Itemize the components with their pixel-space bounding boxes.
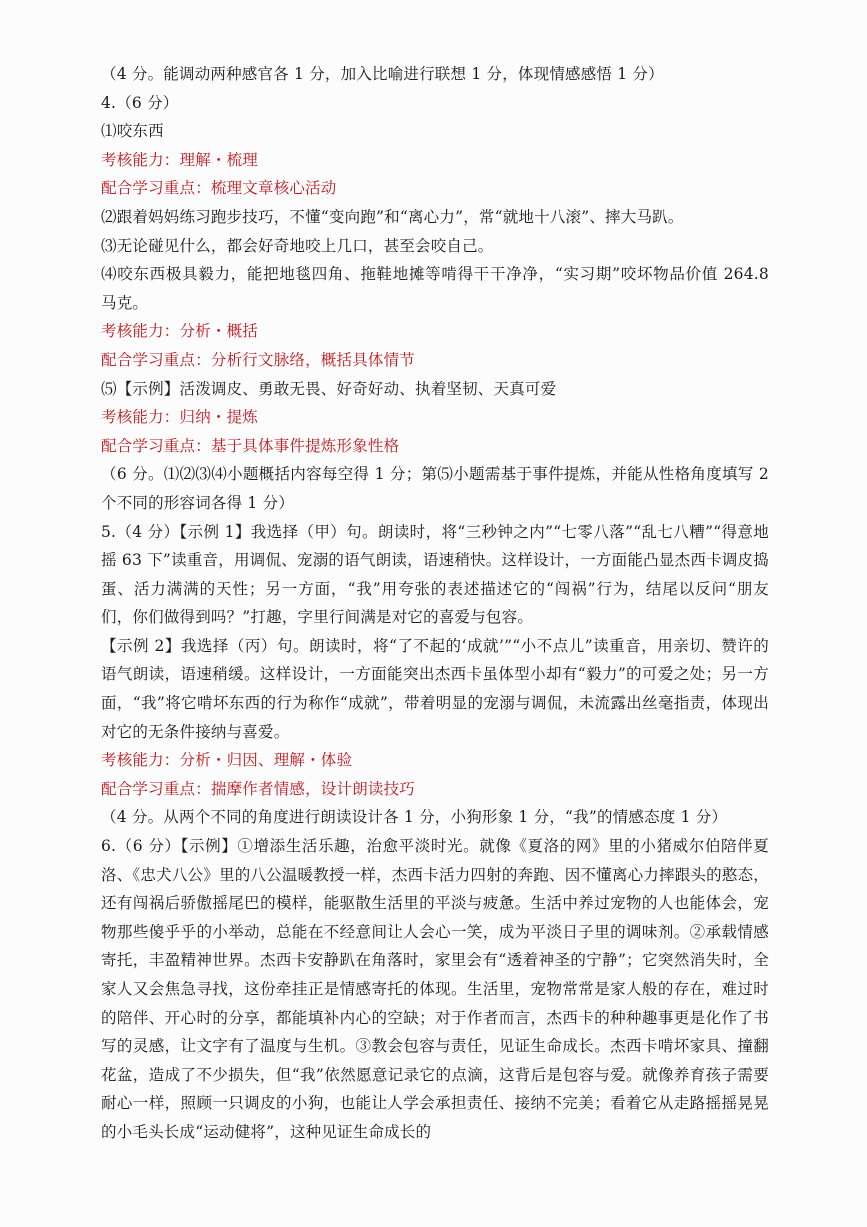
q4-ability-3: 考核能力：归纳・提炼 (101, 408, 259, 427)
q4-answer-4: ⑷咬东西极具毅力，能把地毯四角、拖鞋地摊等啃得干干净净，“实习期”咬坏物品价值 264.8 马克。 (101, 265, 769, 312)
answer-key-content (101, 60, 769, 1147)
q4-heading: 4.（6 分） (101, 93, 179, 112)
q4-answer-5: ⑸【示例】活泼调皮、勇敢无畏、好奇好动、执着坚韧、天真可爱 (101, 379, 557, 398)
q4-focus-3: 配合学习重点：基于具体事件提炼形象性格 (101, 436, 400, 455)
q4-ability-1: 考核能力：理解・梳理 (101, 150, 259, 169)
q6-example: 6.（6 分）【示例】①增添生活乐趣，治愈平淡时光。就像《夏洛的网》里的小猪威尔伯陪伴夏洛、《忠犬八公》里的八公温暖教授一样，杰西卡活力四射的奔跑、因不懂离心力摔跟头的憨态，还有闯祸后骄傲摇尾巴的模样，能驱散生活里的平淡与疲惫。生活中养过宠物的人也能体会，宠物那些傻乎乎的小举动，总能在不经意间让人会心一笑，成为平淡日子里的调味剂。②承载情感寄托，丰盈精神世界。杰西卡安静趴在角落时，家里会有“透着神圣的宁静”；它突然消失时，全家人又会焦急寻找，这份牵挂正是情感寄托的体现。生活里，宠物常常是家人般的存在，难过时的陪伴、开心时的分享，都能填补内心的空缺；对于作者而言，杰西卡的种种趣事更是化作了书写的灵感，让文字有了温度与生机。③教会包容与责任，见证生命成长。杰西卡啃坏家具、撞翻花盆，造成了不少损失，但“我”依然愿意记录它的点滴，这背后是包容与爱。就像养育孩子需要耐心一样，照顾一只调皮的小狗，也能让人学会承担责任、接纳不完美；看着它从走路摇摇晃晃的小毛头长成“运动健将”，这种见证生命成长的 (101, 837, 769, 1141)
q5-scoring-note: （4 分。从两个不同的角度进行朗读设计各 1 分，小狗形象 1 分，“我”的情感态度 1 分） (101, 808, 728, 827)
q4-focus-2: 配合学习重点：分析行文脉络，概括具体情节 (101, 350, 416, 369)
q5-ability: 考核能力：分析・归因、理解・体验 (101, 751, 353, 770)
q4-ability-2: 考核能力：分析・概括 (101, 322, 259, 341)
q5-example-1: 5.（4 分）【示例 1】我选择（甲）句。朗读时，将“三秒钟之内”“七零八落”“乱七八糟”“得意地摇 63 下”读重音，用调侃、宠溺的语气朗读，语速稍快。这样设计，一方面能凸显杰西卡调皮捣蛋、活力满满的天性；另一方面，“我”用夸张的表述描述它的“闯祸”行为，结尾以反问“朋友们，你们做得到吗？”打趣，字里行间满是对它的喜爱与包容。 (101, 522, 769, 627)
q4-answer-2: ⑵跟着妈妈练习跑步技巧，不懂“变向跑”和“离心力”，常“就地十八滚”、摔大马趴。 (101, 207, 684, 226)
q4-scoring-note: （6 分。⑴⑵⑶⑷小题概括内容每空得 1 分；第⑸小题需基于事件提炼，并能从性格角度填写 2 个不同的形容词各得 1 分） (101, 465, 769, 512)
q3-scoring-note: （4 分。能调动两种感官各 1 分，加入比喻进行联想 1 分，体现情感感悟 1 分） (101, 65, 664, 83)
q5-example-2: 【示例 2】我选择（丙）句。朗读时，将“了不起的‘成就’”“小不点儿”读重音，用亲切、赞许的语气朗读，语速稍缓。这样设计，一方面能突出杰西卡虽体型小却有“毅力”的可爱之处；另一方面，“我”将它啃坏东西的行为称作“成就”，带着明显的宠溺与调侃，未流露出丝毫指责，体现出对它的无条件接纳与喜爱。 (101, 636, 769, 741)
q4-answer-3: ⑶无论碰见什么，都会好奇地咬上几口，甚至会咬自己。 (101, 236, 494, 255)
q5-focus: 配合学习重点：揣摩作者情感，设计朗读技巧 (101, 779, 416, 798)
q4-focus-1: 配合学习重点：梳理文章核心活动 (101, 179, 337, 198)
q4-answer-1: ⑴咬东西 (101, 122, 164, 141)
